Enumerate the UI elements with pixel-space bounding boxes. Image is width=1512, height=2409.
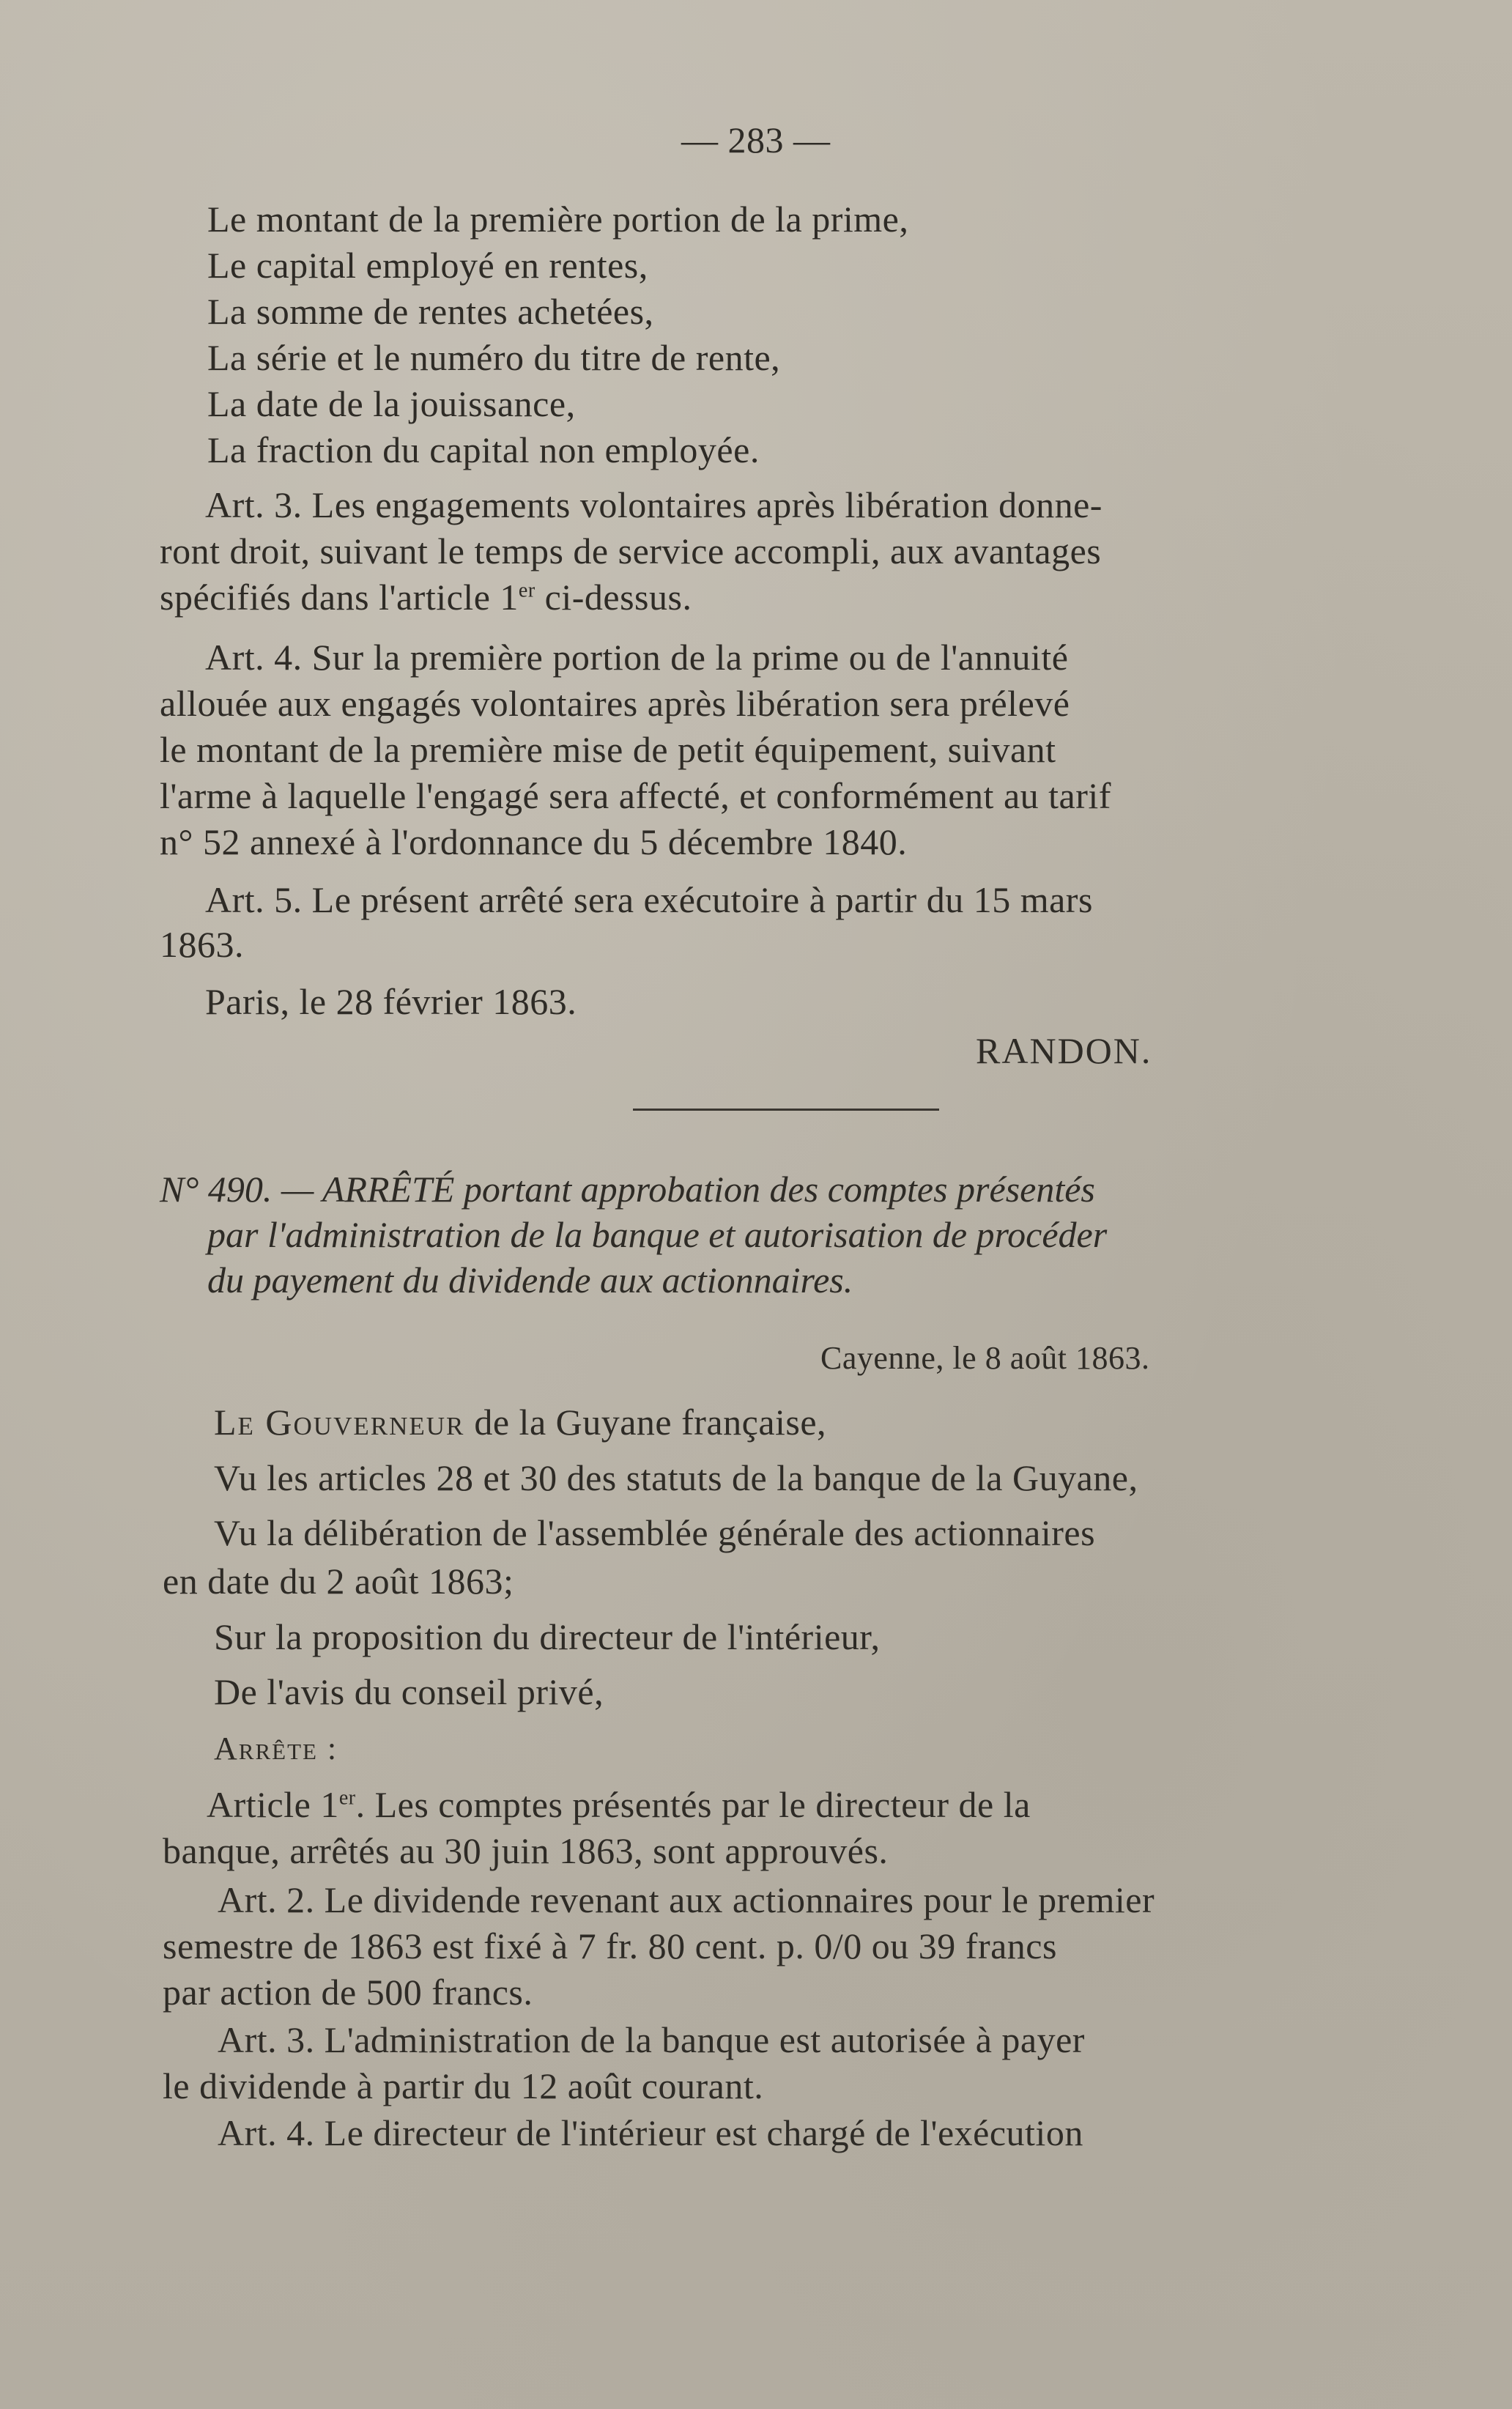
article-2-line: semestre de 1863 est fixé à 7 fr. 80 cent. p. 0/0 ou 39 francs: [163, 1925, 1057, 1966]
article-1-line: banque, arrêtés au 30 juin 1863, sont approuvés.: [163, 1830, 889, 1871]
body-line: en date du 2 août 1863;: [163, 1561, 514, 1602]
article-4-line: allouée aux engagés volontaires après libération sera prélevé: [160, 683, 1070, 724]
article-3-line: ront droit, suivant le temps de service accompli, aux avantages: [160, 530, 1102, 571]
body-line: Sur la proposition du directeur de l'intérieur,: [214, 1616, 881, 1657]
article-5-line: 1863.: [160, 924, 244, 965]
governor-line: [214, 1399, 826, 1445]
article-4-line: Art. 4. Sur la première portion de la prime ou de l'annuité: [205, 637, 1069, 678]
decree-title-line: par l'administration de la banque et autorisation de procéder: [207, 1214, 1108, 1255]
article-3b-line: le dividende à partir du 12 août courant.: [163, 2065, 764, 2106]
article-2-line: par action de 500 francs.: [163, 1972, 533, 2013]
article-3b-line: Art. 3. L'administration de la banque est autorisée à payer: [218, 2019, 1085, 2060]
list-line: Le montant de la première portion de la prime,: [207, 199, 909, 240]
article-4-line: n° 52 annexé à l'ordonnance du 5 décembre 1840.: [160, 821, 908, 862]
decree-title-line: N° 490. — ARRÊTÉ portant approbation des comptes présentés: [160, 1169, 1095, 1210]
list-line: La somme de rentes achetées,: [207, 291, 654, 332]
date-line: Paris, le 28 février 1863.: [205, 981, 577, 1022]
body-line: Vu la délibération de l'assemblée générale des actionnaires: [214, 1512, 1096, 1553]
article-2-line: Art. 2. Le dividende revenant aux actionnaires pour le premier: [218, 1879, 1155, 1920]
article-4-line: l'arme à laquelle l'engagé sera affecté, et conformément au tarif: [160, 775, 1111, 816]
place-date: Cayenne, le 8 août 1863.: [820, 1340, 1150, 1376]
section-divider: [633, 1109, 939, 1111]
body-line: Vu les articles 28 et 30 des statuts de la banque de la Guyane,: [214, 1457, 1138, 1498]
article-3-text: spécifiés dans l'article 1: [160, 577, 519, 618]
article-5-line: Art. 5. Le présent arrêté sera exécutoire à partir du 15 mars: [205, 879, 1093, 920]
list-line: La date de la jouissance,: [207, 383, 576, 424]
article-1-tail: . Les comptes présentés par le directeur de la: [355, 1784, 1031, 1825]
list-line: La série et le numéro du titre de rente,: [207, 337, 781, 378]
article-3-line: Art. 3. Les engagements volontaires après libération donne-: [205, 484, 1102, 525]
article-4b-line: Art. 4. Le directeur de l'intérieur est chargé de l'exécution: [218, 2112, 1083, 2153]
body-line: De l'avis du conseil privé,: [214, 1671, 604, 1712]
page-number: — 283 —: [681, 119, 831, 160]
signature: RANDON.: [976, 1030, 1152, 1071]
article-4-line: le montant de la première mise de petit équipement, suivant: [160, 729, 1056, 770]
article-3-line: [160, 574, 692, 620]
superscript: er: [338, 1786, 356, 1810]
superscript: er: [518, 579, 536, 602]
article-3-tail: ci-dessus.: [535, 577, 692, 618]
decree-title-line: du payement du dividende aux actionnaires.: [207, 1259, 853, 1300]
arrete-heading: Arrête :: [214, 1731, 338, 1766]
governor-title: Le Gouverneur: [214, 1402, 465, 1443]
governor-tail: de la Guyane française,: [464, 1402, 827, 1443]
list-line: La fraction du capital non employée.: [207, 429, 760, 470]
article-1-line: [207, 1782, 1031, 1827]
article-1-head: Article 1: [207, 1784, 339, 1825]
list-line: Le capital employé en rentes,: [207, 245, 648, 286]
